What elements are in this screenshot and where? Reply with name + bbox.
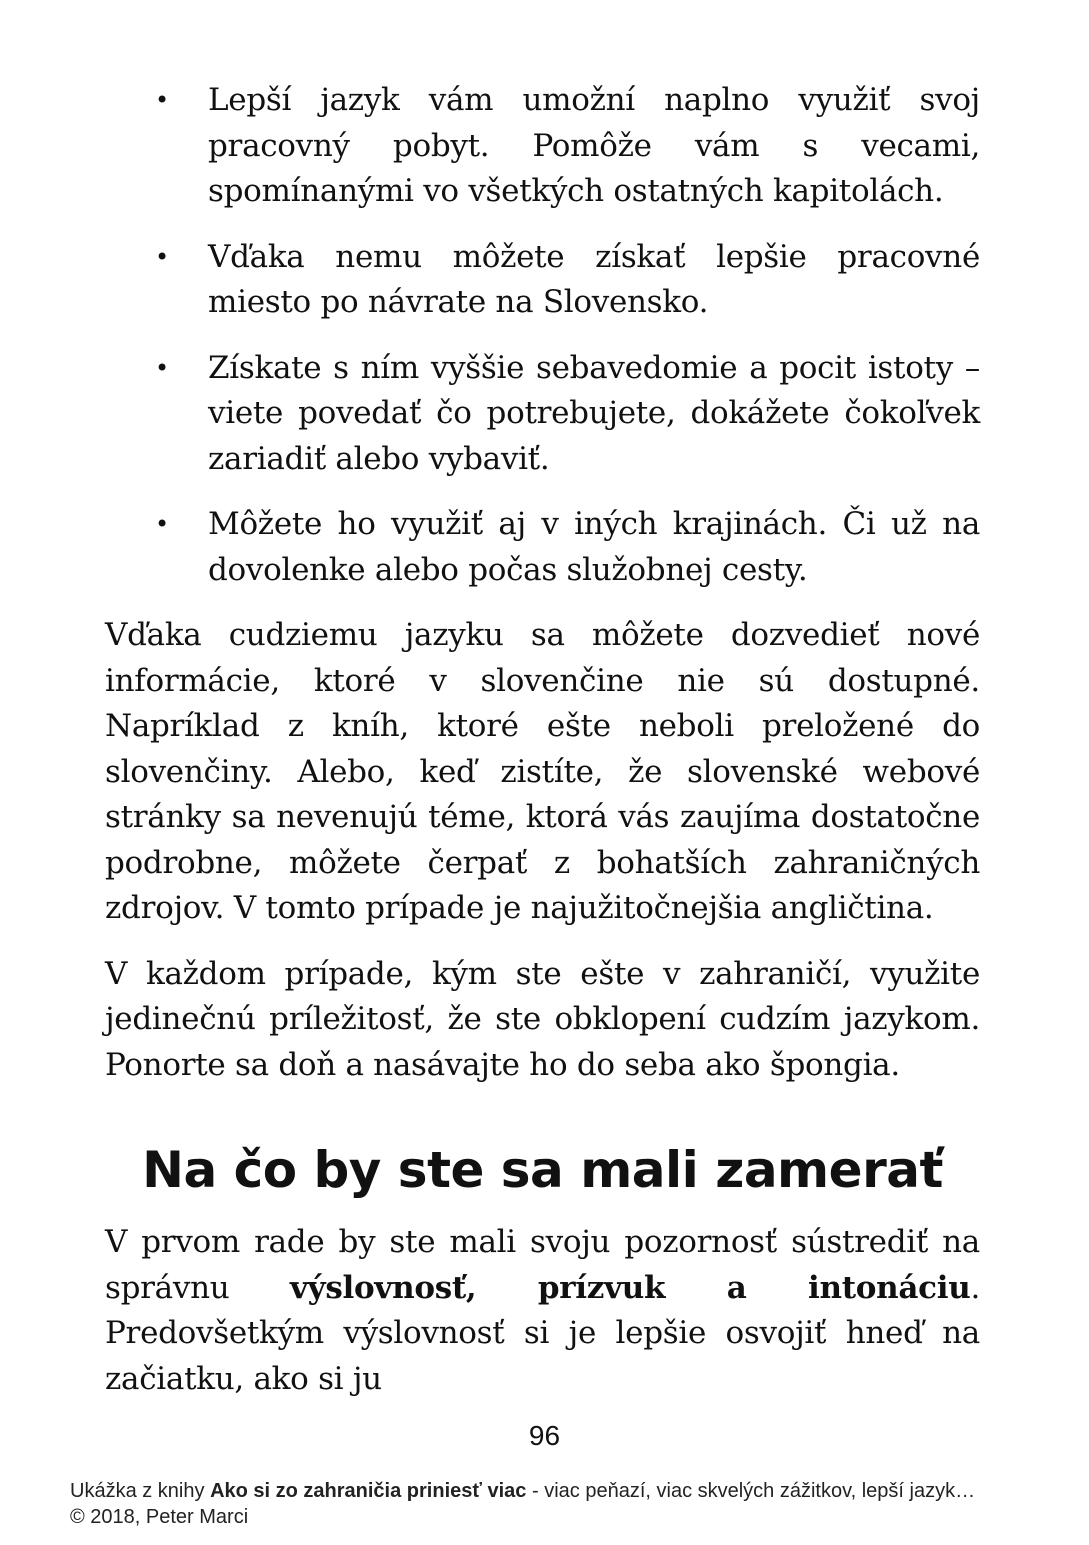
- footer-book-title: Ako si zo zahraničia priniesť viac: [210, 1480, 527, 1502]
- list-item-text: Lepší jazyk vám umožní naplno využiť svoj pracovný pobyt. Pomôže vám s vecami, spomínanými vo všetkých ostatných kapitolách.: [208, 82, 980, 209]
- list-item-text: Môžete ho využiť aj v iných krajinách. Či už na dovolenke alebo počas služobnej cesty.: [208, 506, 980, 588]
- bullet-list: [105, 78, 980, 593]
- page-content: [105, 78, 980, 1402]
- paragraph-bold-phrase: výslovnosť, prízvuk a intonáciu: [289, 1269, 971, 1306]
- bullet-icon: •: [155, 353, 169, 382]
- list-item: [105, 235, 980, 326]
- footer-book-line: [70, 1478, 1070, 1504]
- bullet-icon: •: [155, 242, 169, 271]
- list-item: [105, 346, 980, 483]
- bullet-icon: •: [155, 510, 169, 538]
- footer-copyright: © 2018, Peter Marci: [70, 1506, 249, 1528]
- list-item: [105, 502, 980, 593]
- body-paragraph: V každom prípade, kým ste ešte v zahraničí, využite jedinečnú príležitosť, že ste obklopení cudzím jazykom. Ponorte sa doň a nasávajte ho do seba ako špongia.: [105, 955, 980, 1083]
- body-paragraph: Vďaka cudziemu jazyku sa môžete dozvedieť nové informácie, ktoré v slovenčine nie sú dostupné. Napríklad z kníh, ktoré ešte neboli preložené do slovenčiny. Alebo, keď zistíte, že slovenské webové stránky sa nevenujú téme, ktorá vás zaujíma dostatočne podrobne, môžete čerpať z bohatších zahraničných zdrojov. V tomto prípade je najužitočnejšia angličtina.: [105, 617, 980, 926]
- list-item-text: Vďaka nemu môžete získať lepšie pracovné miesto po návrate na Slovensko.: [208, 238, 980, 320]
- footer-prefix: Ukážka z knihy: [70, 1480, 211, 1502]
- paragraph-text-end: . Predovšetkým výslovnosť si je lepšie osvojiť hneď na začiatku, ako si ju: [105, 1269, 980, 1397]
- bullet-icon: •: [155, 86, 169, 114]
- body-paragraph-last: [105, 1220, 980, 1402]
- section-heading: Na čo by ste sa mali zamerať: [142, 1141, 943, 1199]
- footer-suffix: - viac peňazí, viac skvelých zážitkov, lepší jazyk…: [526, 1480, 976, 1502]
- list-item: [105, 78, 980, 215]
- paragraph-text-start: V prvom rade by ste mali svoju pozornosť sústrediť na správnu: [105, 1224, 980, 1306]
- list-item-text: Získate s ním vyššie sebavedomie a pocit istoty – viete povedať čo potrebujete, dokážete čokoľvek zariadiť alebo vybaviť.: [208, 349, 980, 477]
- page-footer: [70, 1478, 1070, 1530]
- page-number: 96: [528, 1420, 561, 1451]
